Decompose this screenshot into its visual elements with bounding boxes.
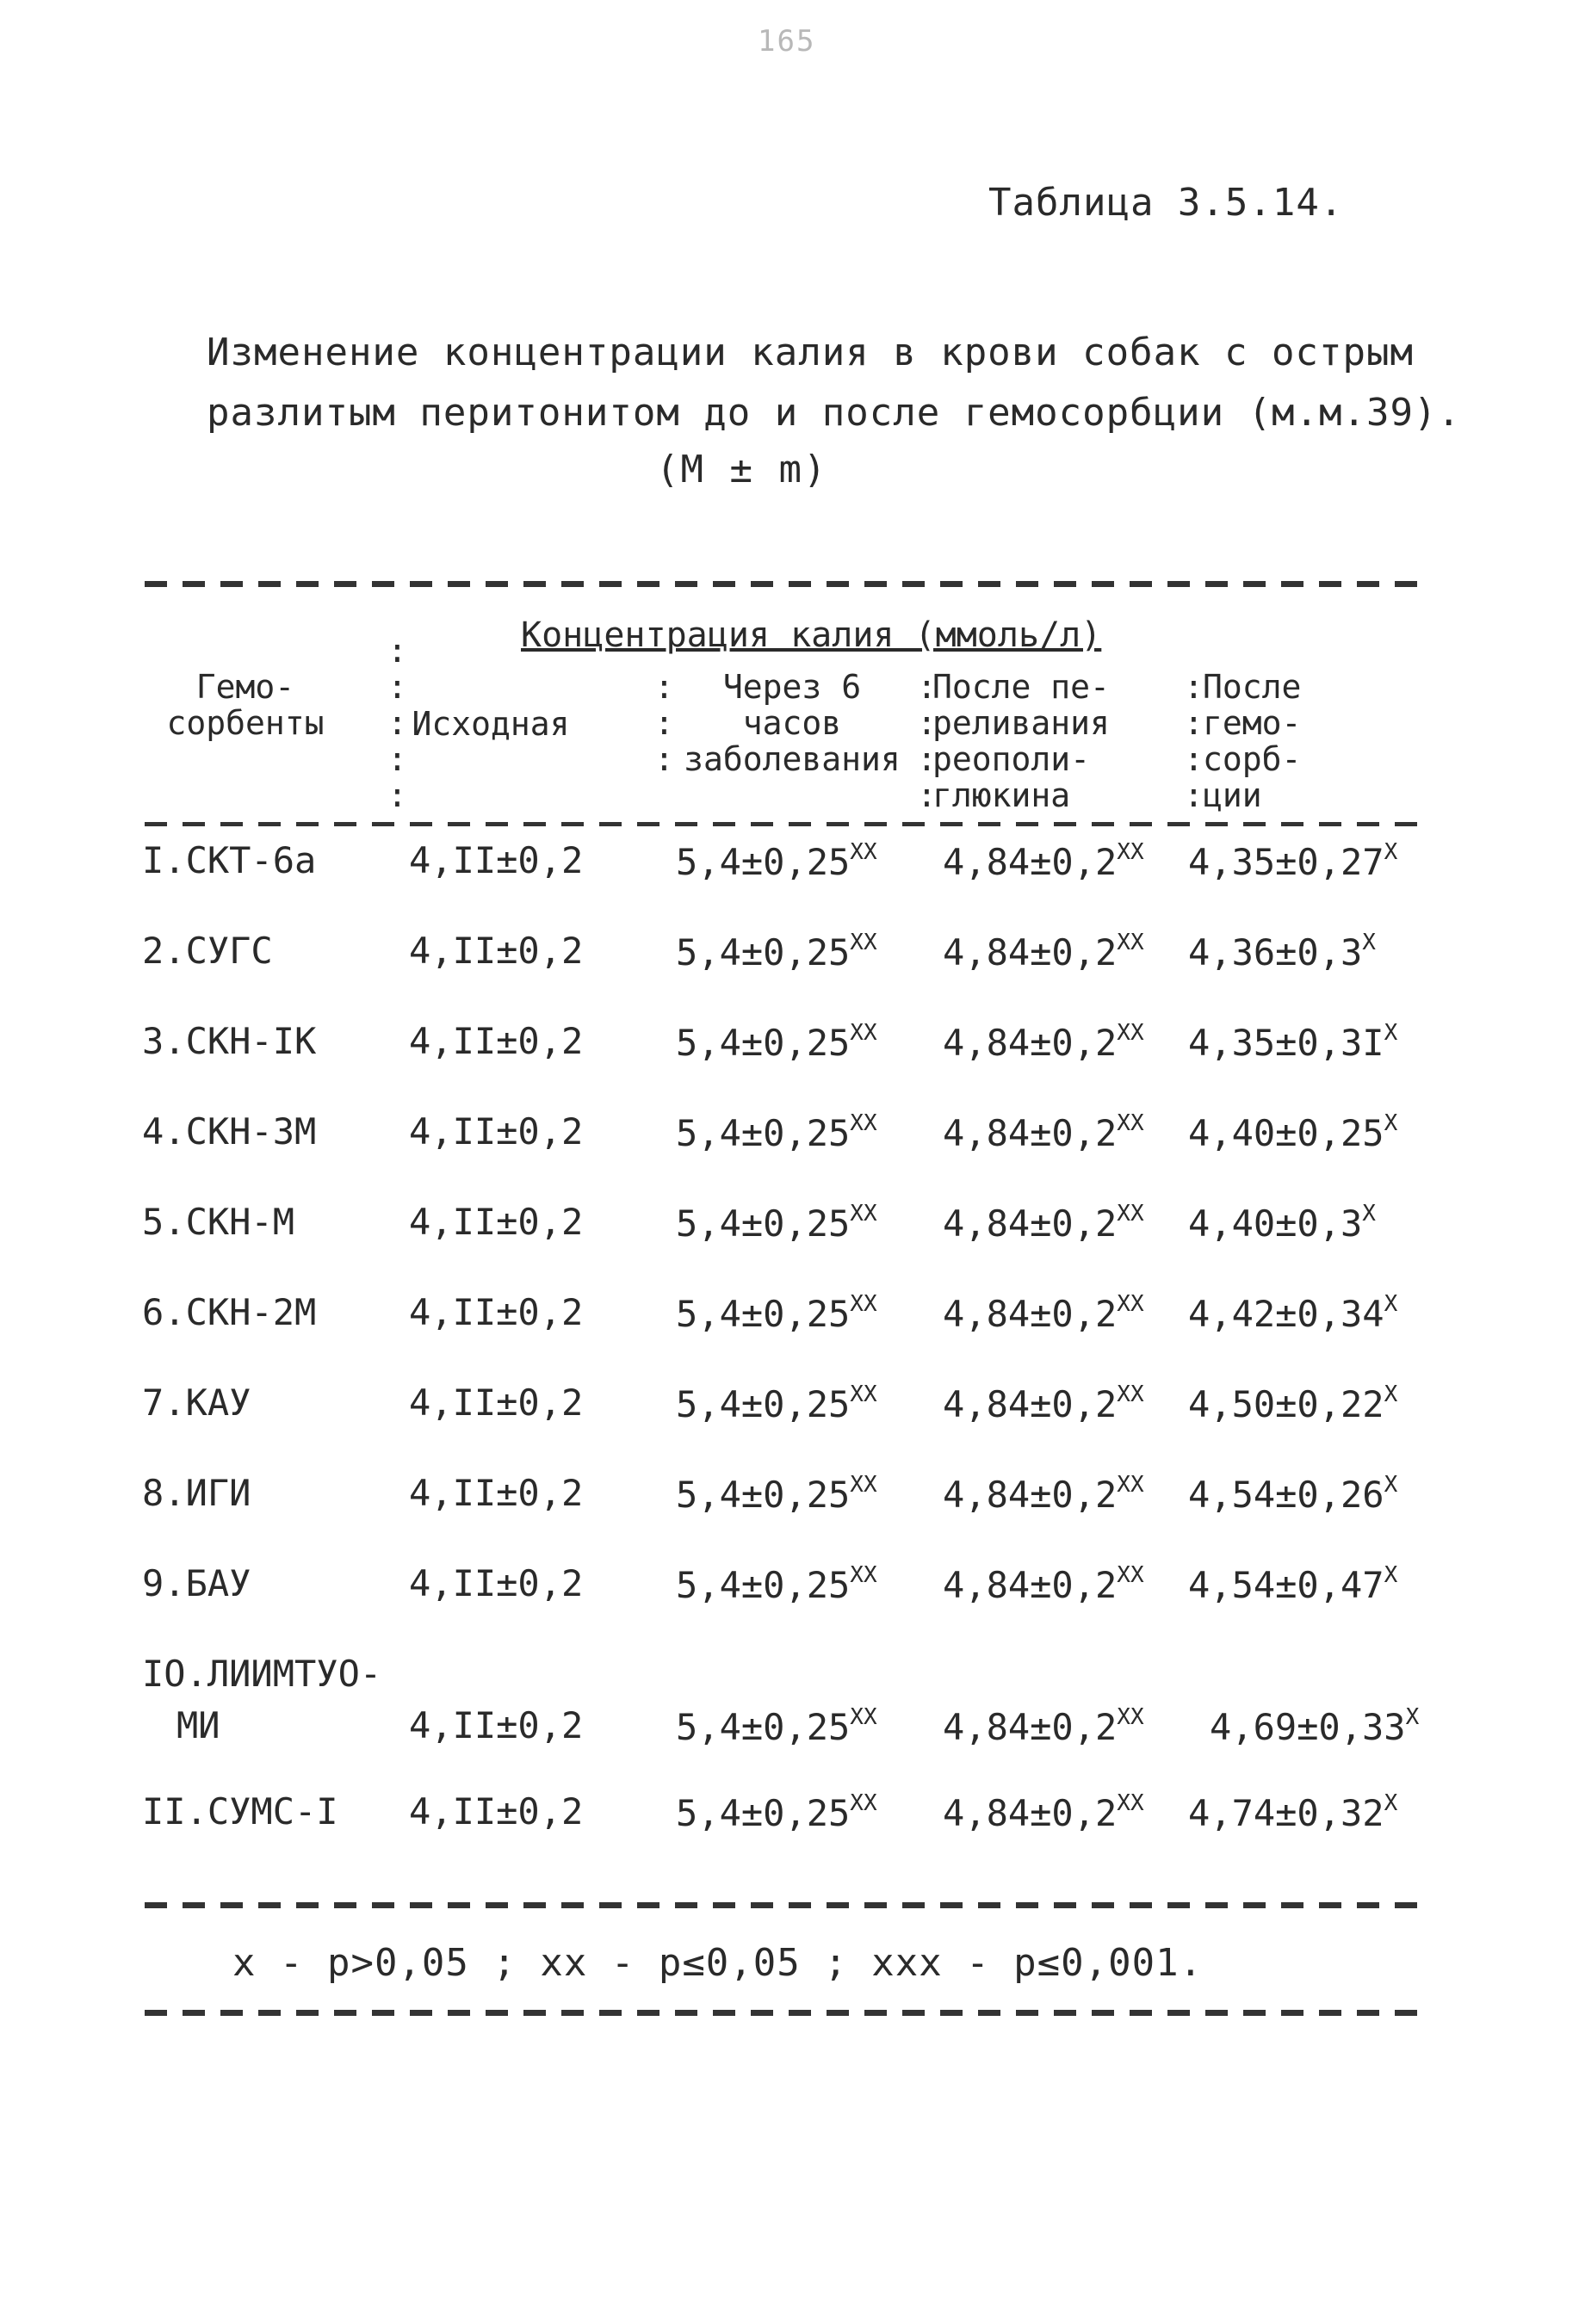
value-sorption: $4,74\pm 0,32^X$ — [1188, 1790, 1398, 1834]
value-transfusion: $4,84\pm 0,2^{XX}$ — [943, 1201, 1144, 1245]
value-sorption: $4,54\pm 0,47^X$ — [1188, 1562, 1398, 1606]
value-transfusion: $4,84\pm 0,2^{XX}$ — [943, 930, 1144, 973]
sorbent-name: 2.СУГС — [142, 930, 273, 972]
table-bottom-rule — [145, 1902, 1419, 1908]
value-sorption: $4,35\pm 0,27^X$ — [1188, 839, 1398, 883]
value-initial: 4,II±0,2 — [409, 1381, 584, 1424]
sorbent-name: IO.ЛИИМТУО- — [142, 1653, 382, 1695]
value-transfusion: $4,84\pm 0,2^{XX}$ — [943, 1110, 1144, 1154]
value-6h: $5,4\pm 0,25^{XX}$ — [676, 1110, 877, 1154]
sorbent-name: 8.ИГИ — [142, 1472, 251, 1514]
header-separator: : : : : — [917, 668, 937, 814]
sorbent-name-continued: МИ — [176, 1704, 220, 1746]
value-transfusion: $4,84\pm 0,2^{XX}$ — [943, 1562, 1144, 1606]
sorbent-name: I.СКТ-6а — [142, 839, 317, 881]
value-transfusion: $4,84\pm 0,2^{XX}$ — [943, 1790, 1144, 1834]
sorbent-name: 5.СКН-М — [142, 1201, 295, 1243]
header-initial: Исходная — [412, 705, 570, 743]
caption-mean-sd: (М ± m) — [656, 448, 828, 491]
value-sorption: $4,35\pm 0,3I^X$ — [1188, 1020, 1398, 1064]
value-initial: 4,II±0,2 — [409, 1790, 584, 1833]
value-6h: $5,4\pm 0,25^{XX}$ — [676, 839, 877, 883]
table-label: Таблица 3.5.14. — [988, 181, 1344, 225]
table-row — [142, 1291, 1451, 1381]
header-6h: Через 6 часов заболевания — [684, 668, 901, 778]
value-transfusion: $4,84\pm 0,2^{XX}$ — [943, 1381, 1144, 1425]
value-sorption: $4,40\pm 0,3^X$ — [1188, 1201, 1376, 1245]
significance-footnote: x - p>0,05 ; xx - p≤0,05 ; xxx - p≤0,001. — [232, 1941, 1204, 1985]
header-group-title: Концентрация калия (ммоль/л) — [521, 615, 1102, 655]
table-row — [142, 1653, 1451, 1790]
table-top-rule — [145, 581, 1419, 587]
table-row — [142, 1201, 1451, 1291]
sorbent-name: 9.БАУ — [142, 1562, 251, 1604]
value-sorption: $4,54\pm 0,26^X$ — [1188, 1472, 1398, 1516]
table-caption — [207, 323, 1461, 443]
table-row — [142, 1472, 1451, 1562]
table-header — [142, 615, 1433, 822]
caption-line-1: Изменение концентрации калия в крови собак с острым — [207, 331, 1415, 374]
value-transfusion: $4,84\pm 0,2^{XX}$ — [943, 1472, 1144, 1516]
value-initial: 4,II±0,2 — [409, 1291, 584, 1333]
value-initial: 4,II±0,2 — [409, 1110, 584, 1153]
value-6h: $5,4\pm 0,25^{XX}$ — [676, 930, 877, 973]
header-separator: : : : : : — [387, 632, 407, 814]
value-initial: 4,II±0,2 — [409, 1020, 584, 1062]
value-transfusion: $4,84\pm 0,2^{XX}$ — [943, 839, 1144, 883]
header-separator: : : : — [654, 668, 674, 778]
table-row — [142, 1381, 1451, 1472]
sorbent-name: 4.СКН-3М — [142, 1110, 317, 1153]
page-number: 165 — [758, 24, 816, 59]
value-6h: $5,4\pm 0,25^{XX}$ — [676, 1472, 877, 1516]
header-separator: : : : : — [1184, 668, 1204, 814]
value-sorption: $4,40\pm 0,25^X$ — [1188, 1110, 1398, 1154]
value-6h: $5,4\pm 0,25^{XX}$ — [676, 1562, 877, 1606]
header-transfusion: После пе- реливания реополи- глюкина — [932, 668, 1110, 814]
caption-line-2: разлитым перитонитом до и после гемосорбции (м.м.39). — [207, 391, 1461, 435]
table-row — [142, 1110, 1451, 1201]
value-transfusion: $4,84\pm 0,2^{XX}$ — [943, 1291, 1144, 1335]
value-initial: 4,II±0,2 — [409, 839, 584, 881]
value-6h: $5,4\pm 0,25^{XX}$ — [676, 1201, 877, 1245]
value-6h: $5,4\pm 0,25^{XX}$ — [676, 1291, 877, 1335]
sorbent-name: 6.СКН-2М — [142, 1291, 317, 1333]
table-row — [142, 930, 1451, 1020]
value-initial: 4,II±0,2 — [409, 930, 584, 972]
value-transfusion: $4,84\pm 0,2^{XX}$ — [943, 1020, 1144, 1064]
sorbent-name: II.СУМС-I — [142, 1790, 338, 1833]
table-row — [142, 1562, 1451, 1653]
sorbent-name: 7.КАУ — [142, 1381, 251, 1424]
value-6h: $5,4\pm 0,25^{XX}$ — [676, 1020, 877, 1064]
header-bottom-rule — [145, 822, 1419, 826]
value-transfusion: $4,84\pm 0,2^{XX}$ — [943, 1704, 1144, 1748]
value-6h: $5,4\pm 0,25^{XX}$ — [676, 1704, 877, 1748]
value-6h: $5,4\pm 0,25^{XX}$ — [676, 1790, 877, 1834]
value-sorption: $4,42\pm 0,34^X$ — [1188, 1291, 1398, 1335]
footnote-rule — [145, 2010, 1419, 2016]
table-row — [142, 1020, 1451, 1110]
value-6h: $5,4\pm 0,25^{XX}$ — [676, 1381, 877, 1425]
value-initial: 4,II±0,2 — [409, 1562, 584, 1604]
header-sorption: После гемо- сорб- ции — [1203, 668, 1302, 814]
sorbent-name: 3.СКН-IК — [142, 1020, 317, 1062]
table-body — [142, 839, 1451, 1881]
value-initial: 4,II±0,2 — [409, 1704, 584, 1746]
table-row — [142, 1790, 1451, 1881]
value-sorption: $4,36\pm 0,3^X$ — [1188, 930, 1376, 973]
value-initial: 4,II±0,2 — [409, 1472, 584, 1514]
header-sorbents: Гемо- сорбенты — [166, 668, 325, 742]
table-row — [142, 839, 1451, 930]
value-initial: 4,II±0,2 — [409, 1201, 584, 1243]
value-sorption: $4,69\pm 0,33^X$ — [1210, 1704, 1420, 1748]
value-sorption: $4,50\pm 0,22^X$ — [1188, 1381, 1398, 1425]
